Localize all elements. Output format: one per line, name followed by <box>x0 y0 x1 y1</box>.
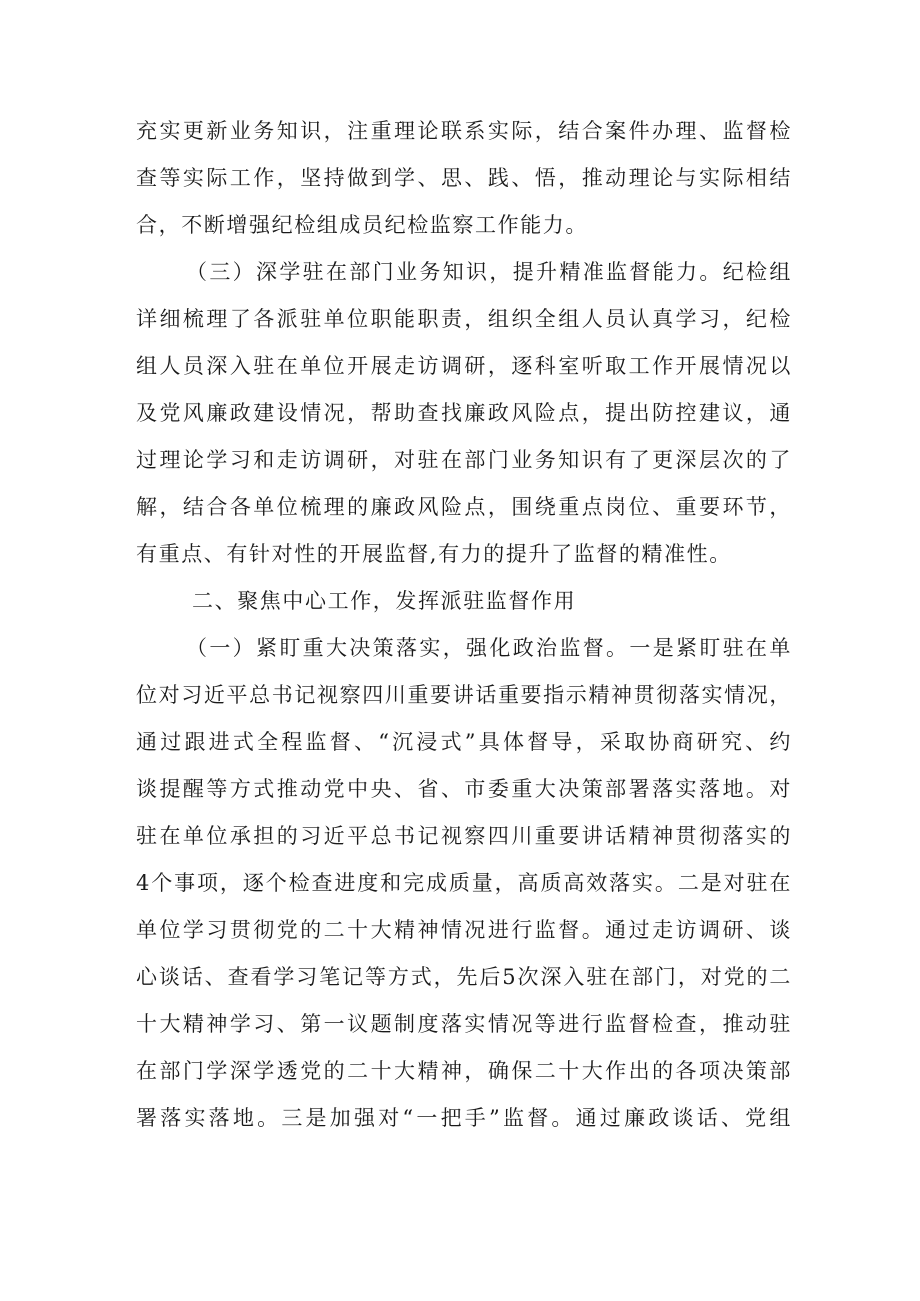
paragraph-continued <box>136 108 792 249</box>
text-line: 组人员深入驻在单位开展走访调研，逐科室听取工作开展情况以 <box>136 354 792 378</box>
text-line: 解，结合各单位梳理的廉政风险点，围绕重点岗位、重要环节， <box>136 495 792 519</box>
section-heading <box>136 578 792 625</box>
text-line: 合，不断增强纪检组成员纪检监察工作能力。 <box>136 213 588 237</box>
text-line: 有重点、有针对性的开展监督,有力的提升了监督的精准性。 <box>136 542 732 566</box>
text-line: 驻在单位承担的习近平总书记视察四川重要讲话精神贯彻落实的 <box>136 824 792 848</box>
text-line: 在部门学深学透党的二十大精神，确保二十大作出的各项决策部 <box>136 1059 792 1083</box>
text-line: 单位学习贯彻党的二十大精神情况进行监督。通过走访调研、谈 <box>136 918 792 942</box>
text-line: 及党风廉政建设情况，帮助查找廉政风险点，提出防控建议，通 <box>136 401 792 425</box>
text-line: 署落实落地。三是加强对“一把手”监督。通过廉政谈话、党组 <box>136 1106 792 1130</box>
text-line: 通过跟进式全程监督、“沉浸式”具体督导，采取协商研究、约 <box>136 730 792 754</box>
text-line: 4个事项，逐个检查进度和完成质量，高质高效落实。二是对驻在 <box>136 871 792 895</box>
text-line: 谈提醒等方式推动党中央、省、市委重大决策部署落实落地。对 <box>136 777 792 801</box>
paragraph-section-one <box>136 625 792 1142</box>
text-line: 心谈话、查看学习笔记等方式，先后5次深入驻在部门，对党的二 <box>136 965 792 989</box>
text-line: 过理论学习和走访调研，对驻在部门业务知识有了更深层次的了 <box>136 448 792 472</box>
text-line: 位对习近平总书记视察四川重要讲话重要指示精神贯彻落实情况， <box>136 683 792 707</box>
text-line: 十大精神学习、第一议题制度落实情况等进行监督检查，推动驻 <box>136 1012 792 1036</box>
text-line: 查等实际工作，坚持做到学、思、践、悟，推动理论与实际相结 <box>136 166 792 190</box>
text-line: （一）紧盯重大决策落实，强化政治监督。一是紧盯驻在单 <box>186 636 792 660</box>
document-body <box>136 108 792 1142</box>
text-line: 充实更新业务知识，注重理论联系实际，结合案件办理、监督检 <box>136 119 792 143</box>
heading-line: 二、聚焦中心工作，发挥派驻监督作用 <box>192 589 577 613</box>
paragraph-section-three <box>136 249 792 578</box>
text-line: 详细梳理了各派驻单位职能职责，组织全组人员认真学习，纪检 <box>136 307 792 331</box>
text-line: （三）深学驻在部门业务知识，提升精准监督能力。纪检组 <box>186 260 792 284</box>
